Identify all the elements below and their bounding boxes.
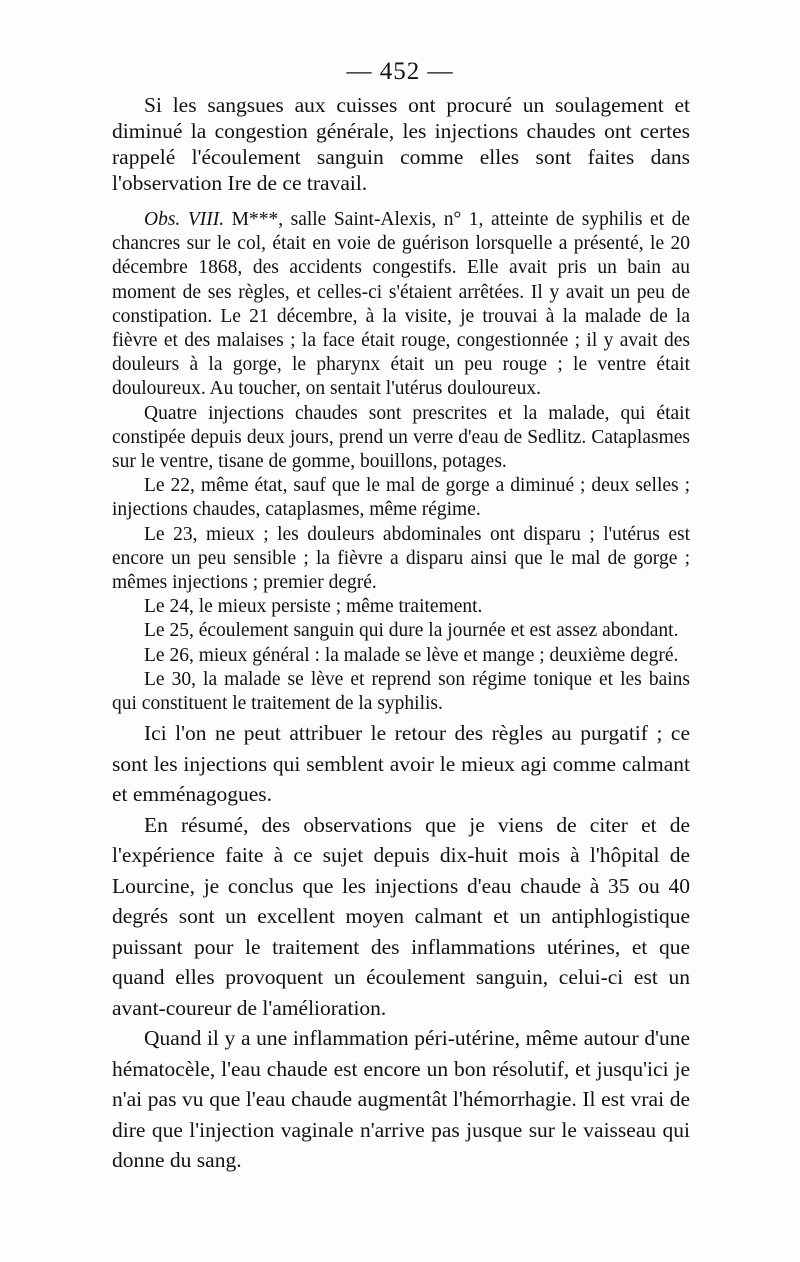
quand-paragraph: Quand il y a une inflammation péri-utérine, même autour d'une hématocèle, l'eau chaude est encore un bon résolutif, et jusqu'ici je n'ai pas vu que l'eau chaude augmentât l'hémorrhagie. Il est vrai de dire que l'injection vaginale n'arrive pas jusque sur le vaisseau qui donne du sang. — [112, 1026, 690, 1172]
intro-paragraph: Si les sangsues aux cuisses ont procuré un soulagement et diminué la congestion générale, les injections chaudes ont certes rappelé l'écoulement sanguin comme elles sont faites dans l'observation Ire de ce travail. — [112, 93, 690, 195]
ici-paragraph: Ici l'on ne peut attribuer le retour des règles au purgatif ; ce sont les injections qui semblent avoir le mieux agi comme calmant et emménagogues. — [112, 721, 690, 806]
page-number: — 452 — — [346, 58, 454, 85]
observation-label: Obs. VIII. — [144, 209, 225, 230]
observation-text: M***, salle Saint-Alexis, n° 1, atteinte de syphilis et de chancres sur le col, était en voie de guérison lorsquelle a présenté, le 20 décembre 1868, des accidents congestifs. Elle avait pris un bain au moment de ses règles, et celles-ci s'étaient arrêtées. Il y avait un peu de constipation. Le 21 décembre, à la visite, je trouvai à la malade de la fièvre et des malaises ; la face était rouge, congestionnée ; il y avait des douleurs à la gorge, le pharynx était un peu rouge ; le ventre était douloureux. Au toucher, on sentait l'utérus douloureux. — [112, 209, 690, 400]
intro-block — [112, 92, 690, 196]
day-30-paragraph: Le 30, la malade se lève et reprend son régime tonique et les bains qui constituent le traitement de la syphilis. — [112, 668, 690, 715]
observation-paragraph — [112, 208, 690, 402]
conclusion-block — [112, 718, 690, 1176]
day-25-paragraph: Le 25, écoulement sanguin qui dure la journée et est assez abondant. — [144, 620, 679, 642]
day-26-paragraph: Le 26, mieux général : la malade se lève et mange ; deuxième degré. — [144, 644, 679, 666]
day-22-paragraph: Le 22, même état, sauf que le mal de gorge a diminué ; deux selles ; injections chaudes, cataplasmes, même régime. — [112, 475, 690, 521]
treatment-paragraph: Quatre injections chaudes sont prescrites et la malade, qui était constipée depuis deux jours, prend un verre d'eau de Sedlitz. Cataplasmes sur le ventre, tisane de gomme, bouillons, potages. — [112, 402, 690, 473]
observation-block — [112, 208, 690, 716]
resume-paragraph: En résumé, des observations que je viens de citer et de l'expérience faite à ce sujet depuis dix-huit mois à l'hôpital de Lourcine, je conclus que les injections d'eau chaude à 35 ou 40 degrés sont un excellent moyen calmant et un antiphlogistique puissant pour le traitement des inflammations utérines, et que quand elles provoquent un écoulement sanguin, celui-ci est un avant-coureur de l'amélioration. — [112, 812, 690, 1020]
day-24-paragraph: Le 24, le mieux persiste ; même traitement. — [144, 596, 483, 618]
day-23-paragraph: Le 23, mieux ; les douleurs abdominales ont disparu ; l'utérus est encore un peu sensible ; la fièvre a disparu ainsi que le mal de gorge ; mêmes injections ; premier degré. — [112, 523, 690, 594]
